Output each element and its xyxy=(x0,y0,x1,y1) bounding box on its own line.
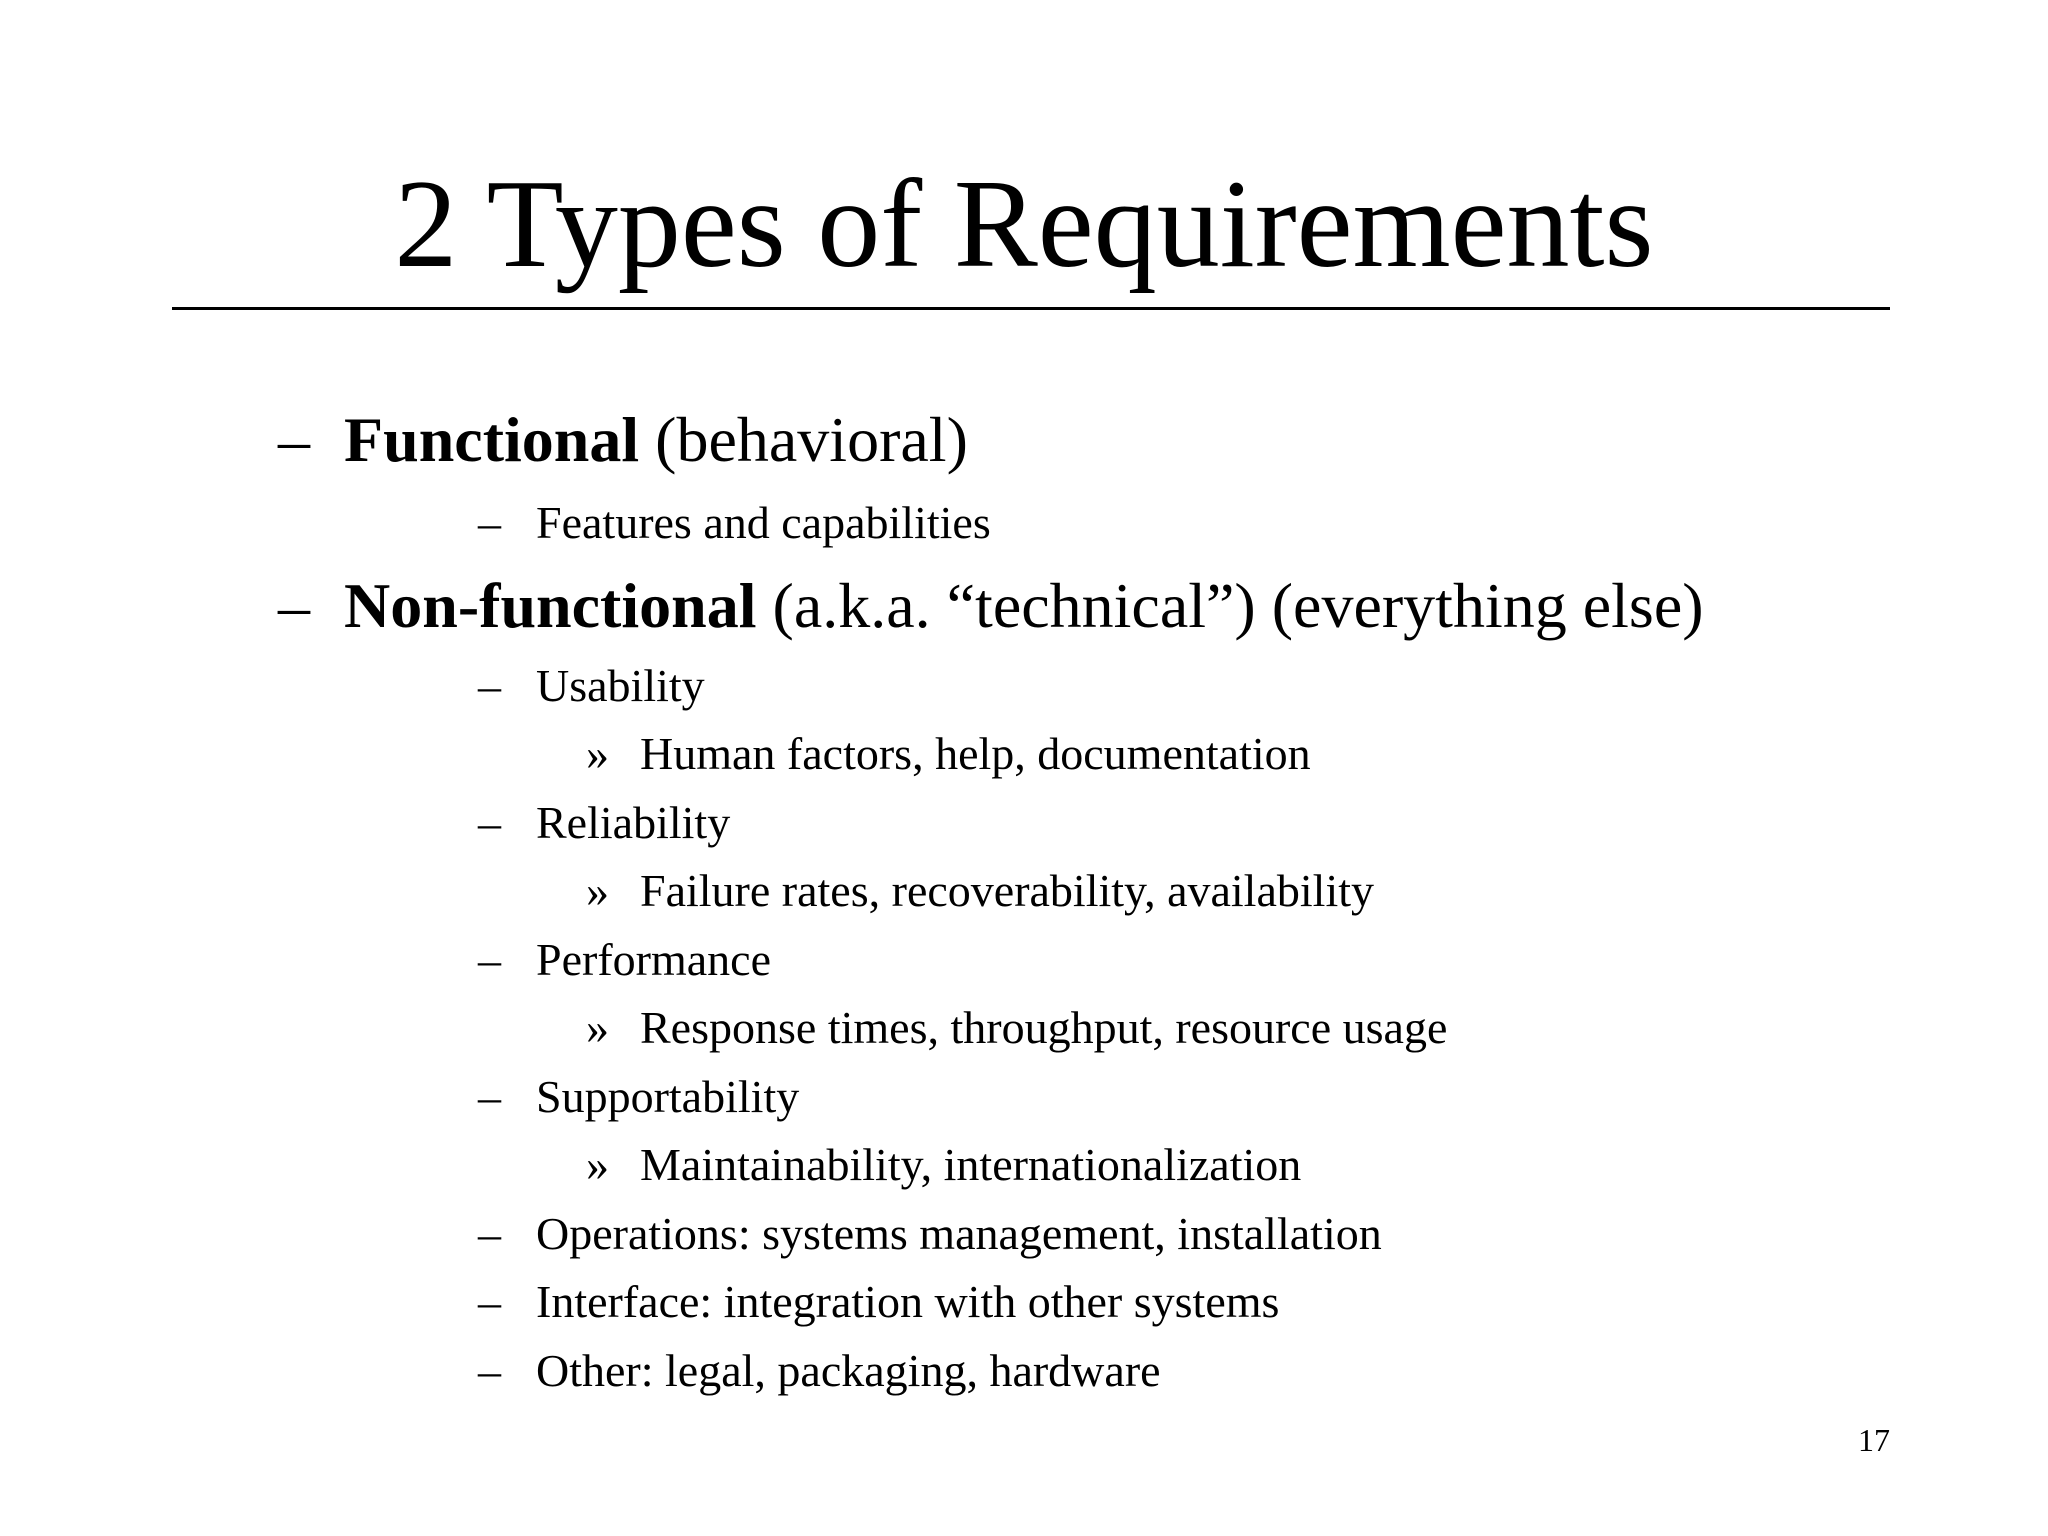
list-item-response-times xyxy=(586,998,1447,1058)
item-text: (behavioral) xyxy=(639,404,968,475)
item-text: Reliability xyxy=(536,797,731,848)
dash-bullet: – xyxy=(478,1276,501,1327)
chevron-bullet: » xyxy=(586,1002,609,1053)
item-text: Usability xyxy=(536,660,705,711)
chevron-bullet: » xyxy=(586,865,609,916)
dash-bullet: – xyxy=(478,497,501,548)
chevron-bullet: » xyxy=(586,1139,609,1190)
list-item-human-factors xyxy=(586,724,1311,784)
item-text: Other: legal, packaging, hardware xyxy=(536,1345,1161,1396)
chevron-bullet: » xyxy=(586,728,609,779)
dash-bullet: – xyxy=(278,404,310,475)
list-item-reliability xyxy=(478,793,730,853)
item-text: Features and capabilities xyxy=(536,497,991,548)
list-item-performance xyxy=(478,930,771,990)
title-divider xyxy=(172,307,1890,310)
page-number: 17 xyxy=(1858,1422,1890,1458)
list-item-maintainability xyxy=(586,1135,1301,1195)
dash-bullet: – xyxy=(478,797,501,848)
dash-bullet: – xyxy=(478,1071,501,1122)
slide-title: 2 Types of Requirements xyxy=(394,155,1654,294)
item-text: Interface: integration with other systems xyxy=(536,1276,1280,1327)
dash-bullet: – xyxy=(478,1345,501,1396)
item-text: Maintainability, internationalization xyxy=(640,1139,1302,1190)
item-bold-label: Functional xyxy=(344,404,640,475)
list-item-functional xyxy=(278,400,968,480)
list-item-usability xyxy=(478,656,705,716)
list-item-interface xyxy=(478,1272,1279,1332)
list-item-other xyxy=(478,1341,1161,1401)
list-item-operations xyxy=(478,1204,1382,1264)
list-item-features xyxy=(478,493,991,553)
list-item-supportability xyxy=(478,1067,799,1127)
item-text: Operations: systems management, installation xyxy=(536,1208,1382,1259)
list-item-failure-rates xyxy=(586,861,1374,921)
item-bold-label: Non-functional xyxy=(344,570,757,641)
item-text: Supportability xyxy=(536,1071,800,1122)
list-item-non-functional xyxy=(278,566,1704,646)
dash-bullet: – xyxy=(478,660,501,711)
item-text: Response times, throughput, resource usage xyxy=(640,1002,1448,1053)
item-text: Performance xyxy=(536,934,771,985)
item-text: (a.k.a. “technical”) (everything else) xyxy=(756,570,1704,641)
item-text: Human factors, help, documentation xyxy=(640,728,1311,779)
dash-bullet: – xyxy=(278,570,310,641)
dash-bullet: – xyxy=(478,1208,501,1259)
dash-bullet: – xyxy=(478,934,501,985)
item-text: Failure rates, recoverability, availability xyxy=(640,865,1375,916)
